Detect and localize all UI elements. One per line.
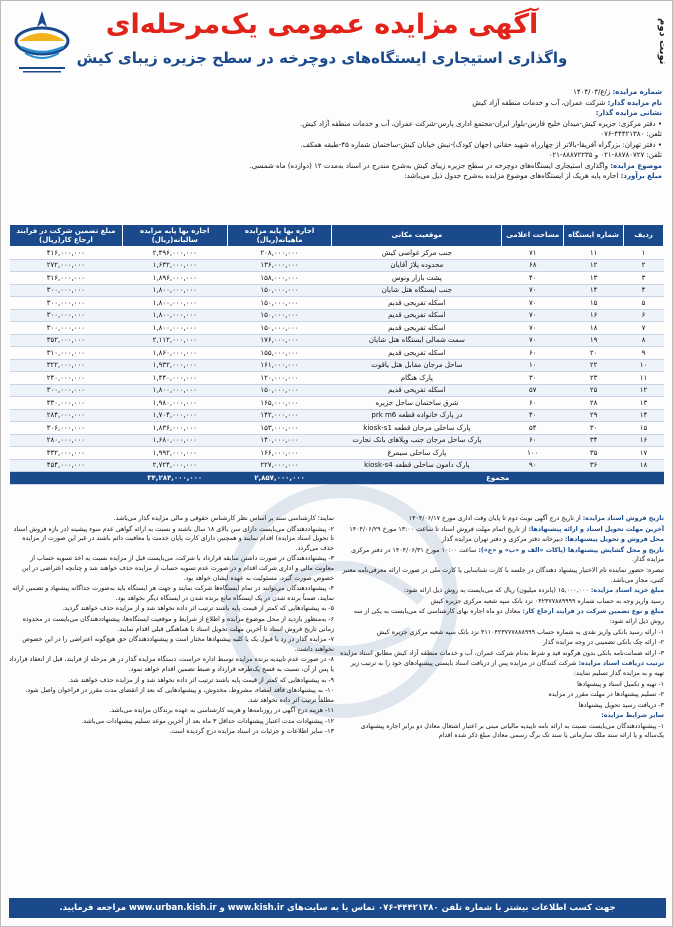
table-cell: ۶ (624, 309, 664, 322)
info-label: مبلغ برآورد: (620, 172, 662, 180)
table-cell: ۱۵ (564, 297, 624, 310)
table-cell: ۳۰۶,۰۰۰,۰۰۰ (10, 422, 123, 435)
table-cell: ۹ (624, 347, 664, 360)
table-cell: ۱۸ (624, 459, 664, 472)
table-cell: ۱۰۰ (502, 447, 564, 460)
table-cell: ۱۴۲,۰۰۰,۰۰۰ (227, 409, 332, 422)
page-title: آگهی مزایده عمومی یک‌مرحله‌ای (105, 9, 539, 40)
table-cell: ۱۴ (564, 284, 624, 297)
paragraph-text: ۸- در صورت عدم تاییدیه برنده مزایده توسط اداره حراست، دستگاه مزایده گذار در هر مرحله از فرایند، قبل از انعقاد قرارداد یا پس از آن، نسبت به فسخ یک‌طرفه قرارداد و ضبط تضمین اقدام خواهد نمود. (8, 656, 334, 673)
table-cell: ۱۰ (624, 359, 664, 372)
table-cell: پشت بازار ونوس (332, 272, 502, 285)
table-row (10, 309, 664, 322)
table-cell: ۶۸ (502, 259, 564, 272)
table-cell: ۱۳۶,۰۰۰,۰۰۰ (227, 259, 332, 272)
table-cell: ۲۷۲,۰۰۰,۰۰۰ (10, 259, 123, 272)
table-cell: ۲۰ (564, 347, 624, 360)
table-cell: پارک دامون ساحلی قطعه kiosk-s4 (332, 459, 502, 472)
table-cell: ۱۶۵,۰۰۰,۰۰۰ (227, 397, 332, 410)
table-cell: ۳۰۰,۰۰۰,۰۰۰ (10, 384, 123, 397)
conditions-right-column (339, 514, 664, 742)
table-row (10, 359, 664, 372)
table-cell: ۱,۸۰۰,۰۰۰,۰۰۰ (122, 384, 227, 397)
table-cell: ۳۱۰,۰۰۰,۰۰۰ (10, 347, 123, 360)
table-header-cell: مساحت اعلامی (502, 225, 564, 247)
table-cell: ۳۰۰,۰۰۰,۰۰۰ (10, 309, 123, 322)
table-cell: سمت شمالی ایستگاه هتل شایان (332, 334, 502, 347)
table-cell: ۱,۹۸۰,۰۰۰,۰۰۰ (122, 397, 227, 410)
table-cell: ۴۵۴,۰۰۰,۰۰۰ (10, 459, 123, 472)
table-cell: ۱,۴۴۰,۰۰۰,۰۰۰ (122, 372, 227, 385)
info-label: نشانی مزایده گذار: (595, 109, 662, 117)
paragraph (339, 586, 664, 596)
table-row (10, 322, 664, 335)
paragraph-text: ۲- ارائه چک بانکی تضمینی در وجه مزایده گذار (542, 639, 664, 647)
table-row (10, 284, 664, 297)
table-cell: ۱۳ (624, 397, 664, 410)
table-cell: ۲۰۸,۰۰۰,۰۰۰ (227, 247, 332, 260)
paragraph-label: آخرین مهلت تحویل اسناد و ارائه پیشنهادها: (528, 525, 664, 533)
paragraph-text: رسید واریز وجه به حساب شماره ۰۴۲۳۷۷۸۸۹۹۹۹ نزد بانک سپه شعبه مرکزی جزیره کیش (430, 597, 664, 605)
table-cell: ۷۰ (502, 297, 564, 310)
paragraph (339, 525, 664, 535)
total-label: مجموع (332, 472, 664, 485)
paragraph-text: ۲- پیشنهاددهندگان می‌بایست دارای سن بالای ۱۸ سال باشند و نسبت به ارائه گواهی عدم سوء پیشینه (در بازه فروش اسناد تا تحویل اسناد مزایده) اقدام نمایند و همچنین دارای کارت پایان خدمت یا معافیت دائم باشند در غیر این صورت از مزایده حذف می‌گردد. (13, 525, 334, 552)
table-cell: ۵ (624, 297, 664, 310)
table-cell: ۳۵ (564, 447, 624, 460)
table-header-row (10, 225, 664, 247)
table-cell: ۱,۷۰۴,۰۰۰,۰۰۰ (122, 409, 227, 422)
table-cell: ۶۰ (502, 397, 564, 410)
table-cell: ۲۹ (564, 409, 624, 422)
table-cell: پارک ساحلی مرجان قطعه kiosk-s1 (332, 422, 502, 435)
tehran-office-address: • دفتر تهران: بزرگراه آفریقا-بالاتر از چهارراه شهید حقانی (جهان کودک)-نبش خیابان کیش-ساختمان شماره ۴۵-طبقه همکف. (300, 140, 662, 149)
paragraph-text: دبیرخانه دفتر مرکزی و دفتر تهران مزایده گذار (441, 536, 563, 544)
paragraph-label: ترتیب دریافت اسناد مزایده: (578, 660, 664, 668)
paragraph-label: سایر شرایط مزایده: (601, 712, 664, 720)
contact-footer: جهت کسب اطلاعات بیشتر با شماره تلفن ۴۴۴۲۱۳۸۰-۰۷۶ تماس یا به سایت‌های www.kish.ir و www.urban.kish.ir مراجعه فرمایید. (9, 898, 666, 918)
table-row (10, 422, 664, 435)
table-cell: اسکله تفریحی قدیم (332, 297, 502, 310)
table-cell: ۳۰۰,۰۰۰,۰۰۰ (10, 322, 123, 335)
info-label: موضوع مزایده: (610, 161, 662, 170)
address-heading (82, 108, 662, 119)
insertion-badge: نوبت دوم (657, 17, 668, 65)
table-cell: ۲۲ (564, 359, 624, 372)
table-cell: ۲۳ (564, 372, 624, 385)
table-row (10, 397, 664, 410)
table-row (10, 459, 664, 472)
table-cell: ۷۰ (502, 309, 564, 322)
table-cell: ۲,۴۹۶,۰۰۰,۰۰۰ (122, 247, 227, 260)
table-row (10, 297, 664, 310)
table-cell: ۳۶ (564, 459, 624, 472)
table-header-cell: ردیف (624, 225, 664, 247)
table-cell: اسکله تفریحی قدیم (332, 347, 502, 360)
table-cell: ۳۰۰,۰۰۰,۰۰۰ (10, 297, 123, 310)
paragraph-label: مبلغ و نوع تضمین شرکت در فرایند ارجاع کار: (522, 608, 664, 616)
table-cell: ۱,۸۹۶,۰۰۰,۰۰۰ (122, 272, 227, 285)
table-header-cell: موقعیت مکانی (332, 225, 502, 247)
head-office-phone: تلفن: ۴۴۴۲۱۳۸۰-۰۷۶ (600, 130, 662, 138)
table-cell: ۷۱ (502, 247, 564, 260)
table-cell: ۱۵۰,۰۰۰,۰۰۰ (227, 384, 332, 397)
table-cell: ۱۷۶,۰۰۰,۰۰۰ (227, 334, 332, 347)
tehran-office-phone: تلفن: ۸۸۷۸۰۷۲۷-۰۲۱ و ۸۸۸۷۲۲۳۵-۰۲۱ (548, 151, 662, 159)
table-cell: ۳۱۶,۰۰۰,۰۰۰ (10, 272, 123, 285)
table-cell: ۱۰ (502, 359, 564, 372)
stations-table (9, 224, 664, 485)
table-cell: ۳۳۰,۰۰۰,۰۰۰ (10, 397, 123, 410)
table-cell: ۱۵۸,۰۰۰,۰۰۰ (227, 272, 332, 285)
table-cell: ۱۶ (624, 434, 664, 447)
table-cell: پارک ساحل مرجان جنب ویلاهای بانک تجارت (332, 434, 502, 447)
subject-line (82, 161, 662, 172)
table-header-cell: مبلغ تضمین شرکت در فرایند ارجاع کار(ریال) (10, 225, 123, 247)
table-cell: ۷۰ (502, 334, 564, 347)
table-cell: ۲۸۴,۰۰۰,۰۰۰ (10, 409, 123, 422)
total-value: ۲,۸۵۷,۰۰۰,۰۰۰ (227, 472, 332, 485)
table-header-cell: اجاره بها پایه مزایده سالیانه(ریال) (122, 225, 227, 247)
paragraph-label: تاریخ فروش اسناد مزایده: (582, 515, 664, 522)
table-cell: ۲۵ (564, 384, 624, 397)
paragraph-text: ۳- دریافت رسید تحویل پیشنهادها (578, 701, 664, 709)
table-cell: ۲,۷۲۴,۰۰۰,۰۰۰ (122, 459, 227, 472)
table-cell: ۸ (624, 334, 664, 347)
table-cell: ۱۲ (564, 259, 624, 272)
table-row (10, 384, 664, 397)
paragraph-text: ۱۱- هزینه درج آگهی در روزنامه‌ها و هزینه کارشناسی به عهده برندگان مزایده می‌باشد. (109, 707, 334, 715)
paragraph-text: ۵- به پیشنهادهایی که کمتر از قیمت پایه باشند ترتیب اثر داده نخواهد شد و از مزایده حذف خواهند گردید. (62, 605, 334, 613)
paragraph-text: ۱۲- پیشنهادات مدت اعتبار پیشنهادات حداقل ۳ ماه بعد از آخرین موعد تسلیم پیشنهادات می‌باشد. (81, 717, 334, 725)
table-row (10, 447, 664, 460)
table-cell: اسکله تفریحی قدیم (332, 309, 502, 322)
paragraph-text: ۴- پیشنهاددهندگان می‌توانند در تمام ایستگاه‌ها شرکت نمایند و جهت هر ایستگاه باید به‌صورت جداگانه پیشنهاد و تضمین ارائه نمایند، ضمناً برنده شدن در یک ایستگاه مانع برنده شدن در ایستگاه دیگر نخواهد بود. (12, 585, 334, 602)
paragraph-text: ۱- پیشنهاددهندگان می‌بایست نسبت به ارائه نامه تاییدیه مالیاتی مبنی بر اعتبار اشتغال معادل دو برابر اجاره پیشنهادی یک‌ساله و یا ارائه سند ملک سازمانی یا سند تک برگ رسمی معادل مبلغ ذکر شده اقدام (360, 722, 664, 740)
paragraph-text: ۱۳- سایر اطلاعات و جزئیات در اسناد مزایده درج گردیده است. (169, 728, 334, 736)
table-cell: ۱۱ (624, 372, 664, 385)
head-office-address: • دفتر مرکزی: جزیره کیش-میدان خلیج فارس-بلوار ایران-مجتمع اداری پارس-شرکت عمران، آب و خدمات منطقه آزاد کیش. (300, 119, 662, 128)
paragraph-text: ۹- به پیشنهادهایی که کمتر از قیمت پایه باشند ترتیب اثر داده نخواهد شد و از مزایده حذف خواهند شد. (68, 676, 334, 684)
table-cell: پارک هنگام (332, 372, 502, 385)
table-cell: ۲۸ (564, 397, 624, 410)
table-cell: ۳ (624, 272, 664, 285)
table-cell: ۱۹ (564, 334, 624, 347)
table-row (10, 409, 664, 422)
table-cell: ۱۱ (564, 247, 624, 260)
table-cell: ۱۵۰,۰۰۰,۰۰۰ (227, 309, 332, 322)
table-row (10, 434, 664, 447)
table-cell: ۶۰ (502, 434, 564, 447)
paragraph-label: تاریخ و محل گشایش پیشنهادها (پاکات «الف و «ب» و «ج»): (478, 546, 664, 554)
paragraph (339, 535, 664, 545)
paragraph-text: ۱۵,۰۰۰,۰۰۰ (پانزده میلیون) ریال که می‌بایست به روش ذیل ارائه شود: (403, 587, 589, 595)
total-value: ۳۴,۲۸۴,۰۰۰,۰۰۰ (122, 472, 227, 485)
paragraph (339, 514, 664, 524)
paragraph-text: ۶- به‌منظور بازدید از محل موضوع مزایده و اطلاع از شرایط و موقعیت ایستگاه‌ها، پیشنهاددهندگان می‌بایست در محدوده زمانی تاریخ فروش اسناد تا آخرین مهلت تحویل اسناد با هماهنگی قبلی اقدام نمایند. (22, 615, 334, 633)
paragraph (339, 607, 664, 626)
table-header-cell: اجاره بها پایه مزایده ماهیانه(ریال) (227, 225, 332, 247)
table-cell: در پارک خانواده قطعه prk m6 (332, 409, 502, 422)
table-cell: ۳۰ (502, 372, 564, 385)
table-cell: ۲۸۰,۰۰۰,۰۰۰ (10, 434, 123, 447)
table-cell: جنب ایستگاه هتل شایان (332, 284, 502, 297)
table-cell: ۱,۶۳۲,۰۰۰,۰۰۰ (122, 259, 227, 272)
table-row (10, 247, 664, 260)
table-cell: ۵۴ (502, 422, 564, 435)
table-cell: ۱۳ (564, 272, 624, 285)
paragraph-text: ۱- ارائه رسید بانکی واریز نقدی به شماره حساب ۴۱۱۰۴۲۳۷۷۷۸۸۸۹۹۹ نزد بانک سپه شعبه مرکزی جزیره کیش (376, 628, 664, 636)
table-row (10, 272, 664, 285)
table-cell: ۱۵ (624, 422, 664, 435)
table-cell: ۶۰ (502, 347, 564, 360)
estimate-line (82, 171, 662, 182)
table-cell: ۱,۹۳۲,۰۰۰,۰۰۰ (122, 359, 227, 372)
table-cell: ۵۷ (502, 384, 564, 397)
table-cell: ۱,۶۸۰,۰۰۰,۰۰۰ (122, 434, 227, 447)
paragraph-text: ۱- تهیه و تکمیل اسناد و پیشنهادها (577, 680, 664, 688)
table-cell: ۷۰ (502, 284, 564, 297)
paragraph-text: از تاریخ درج آگهی نوبت دوم تا پایان وقت اداری مورخ ۱۴۰۴/۰۶/۱۷ (408, 515, 581, 522)
info-value: شرکت عمران، آب و خدمات منطقه آزاد کیش (472, 98, 606, 107)
table-cell: ۲ (624, 259, 664, 272)
conditions-left-column (9, 514, 334, 738)
table-cell: ۱۲ (624, 384, 664, 397)
table-cell: ۹۰ (502, 459, 564, 472)
paragraph-label: محل فروش و تحویل پیشنهادها: (564, 536, 664, 544)
paragraph-text: معادل دو ماه اجاره بهای کارشناسی که می‌بایست به یکی از سه روش ذیل ارائه شود: (353, 608, 664, 625)
table-cell: جنب مرکز غواصی کیش (332, 247, 502, 260)
paragraph-text: شرکت کنندگان در مزایده پس از دریافت اسناد بایستی پیشنهادهای خود را به ترتیب زیر تهیه و به مزایده گذار تسلیم نمایند: (350, 660, 664, 677)
info-value: ز/ع/۱۴۰۴/۰۳ (573, 88, 611, 96)
paragraph-text: ۳- ارائه ضمانت‌نامه بانکی بدون هرگونه قید و شرط به‌نام شرکت عمران، آب و خدمات منطقه آزاد کیش مطابق اسناد مزایده (340, 649, 664, 657)
table-cell: ۷ (624, 322, 664, 335)
table-cell: ۳۰ (564, 422, 624, 435)
table-cell: ۷۰ (502, 322, 564, 335)
table-cell: ۱۷ (624, 447, 664, 460)
table-cell: ۱,۹۹۲,۰۰۰,۰۰۰ (122, 447, 227, 460)
auction-info (82, 87, 662, 182)
paragraph-text: ۳- پیشنهاددهندگان در صورت داشتن سابقه قرارداد با شرکت، می‌بایست قبل از مزایده نسبت به اخذ تسویه حساب از معاونت مالی و اداری شرکت اقدام و در صورت عدم تسویه حساب از مزایده حذف خواهند شد و چنانچه اعتراضی در این خصوص صورت گیرد، مسئولیت به عهده ایشان خواهد بود. (21, 555, 334, 582)
paragraph-text: ۲- تسلیم پیشنهادها در مهلت مقرر در مزایده (548, 691, 664, 699)
table-cell: ۱۶۱,۰۰۰,۰۰۰ (227, 359, 332, 372)
paragraph-text: ۱۰- به پیشنهادهای فاقد امضاء، مشروط، مخدوش، و پیشنهادهایی که بعد از انقضای مدت مقرر در فراخوان واصل شود، مطلقاً ترتیب اثر داده نخواهد شد. (25, 687, 334, 704)
table-row (10, 334, 664, 347)
table-cell: ۲۲۷,۰۰۰,۰۰۰ (227, 459, 332, 472)
table-cell: ۱,۸۶۰,۰۰۰,۰۰۰ (122, 347, 227, 360)
table-row (10, 347, 664, 360)
table-cell: ۱۵۰,۰۰۰,۰۰۰ (227, 284, 332, 297)
table-cell: پارک ساحلی سیمرغ (332, 447, 502, 460)
table-cell: ۳۰۰,۰۰۰,۰۰۰ (10, 284, 123, 297)
table-cell: ۴۰ (502, 409, 564, 422)
info-label: نام مزایده گذار: (607, 98, 662, 107)
table-cell: ۱۶۶,۰۰۰,۰۰۰ (227, 447, 332, 460)
paragraph-text: ۷- مزایده گذار در رد یا قبول یک یا کلیه پیشنهادها مختار است و پیشنهاددهندگان حق هیچ‌گونه اعتراضی را در این خصوص نخواهند داشت. (22, 636, 334, 653)
table-cell: ۴۱۶,۰۰۰,۰۰۰ (10, 247, 123, 260)
auction-number-line (82, 87, 662, 98)
table-cell: ۱۸ (564, 322, 624, 335)
paragraph (339, 659, 664, 678)
table-cell: ۴۰ (502, 272, 564, 285)
table-cell: ۳۳۲,۰۰۰,۰۰۰ (10, 447, 123, 460)
table-cell: اسکله تفریحی قدیم (332, 384, 502, 397)
table-cell: ۱,۸۳۶,۰۰۰,۰۰۰ (122, 422, 227, 435)
table-cell: ۱۵۵,۰۰۰,۰۰۰ (227, 347, 332, 360)
paragraph-text: تبصره: حضور نماینده تام الاختیار پیشنهاد دهندگان در جلسه با کارت شناسایی یا کارت ملی در صورت ارائه معرفی‌نامه معتبر کتبی، مجاز می‌باشد. (342, 566, 664, 584)
table-cell: محدوده پلاژ آقایان (332, 259, 502, 272)
page-subtitle: واگذاری استیجاری ایستگاه‌های دوچرخه در سطح جزیره زیبای کیش (76, 49, 568, 67)
table-cell: ساحل مرجان مقابل هتل یاقوت (332, 359, 502, 372)
table-cell: شرق ساختمان ساحل جزیره (332, 397, 502, 410)
table-cell: ۱۶ (564, 309, 624, 322)
paragraph-text: ساعت ۱۰:۰۰ مورخ ۱۴۰۴/۰۶/۳۱ در دفتر مرکزی مزایده گذار. (351, 546, 664, 564)
table-cell: ۲۴۰,۰۰۰,۰۰۰ (10, 372, 123, 385)
table-cell: ۱,۸۰۰,۰۰۰,۰۰۰ (122, 297, 227, 310)
table-cell: ۱۴۰,۰۰۰,۰۰۰ (227, 434, 332, 447)
paragraph-text: نمایند؛ کارشناسی سند بر اساس نظر کارشناس حقوقی و مالی مزایده گذار می‌باشد. (113, 515, 334, 522)
table-cell: ۱ (624, 247, 664, 260)
total-value (10, 472, 123, 485)
info-label: شماره مزایده: (612, 88, 662, 96)
table-cell: ۳۴ (564, 434, 624, 447)
table-header-cell: شماره ایستگاه (564, 225, 624, 247)
table-cell: اسکله تفریحی قدیم (332, 322, 502, 335)
table-cell: ۱۲۰,۰۰۰,۰۰۰ (227, 372, 332, 385)
paragraph (339, 711, 664, 721)
table-row (10, 259, 664, 272)
table-row (10, 372, 664, 385)
table-cell: ۱۵۰,۰۰۰,۰۰۰ (227, 297, 332, 310)
paragraph-text: از تاریخ اتمام مهلت فروش اسناد تا ساعت ۱۳:۰۰ مورخ ۱۴۰۴/۰۶/۲۹ (349, 525, 527, 533)
table-cell: ۱,۸۰۰,۰۰۰,۰۰۰ (122, 322, 227, 335)
info-value: واگذاری استیجاری ایستگاه‌های دوچرخه در سطح جزیره زیبای کیش به‌شرح مندرج در اسناد به‌مدت ۱۲ (دوازده) ماه شمسی. (249, 161, 608, 170)
auctioneer-line (82, 98, 662, 109)
table-cell: ۱,۸۰۰,۰۰۰,۰۰۰ (122, 309, 227, 322)
table-cell: ۳۲۲,۰۰۰,۰۰۰ (10, 359, 123, 372)
table-cell: ۱,۸۰۰,۰۰۰,۰۰۰ (122, 284, 227, 297)
table-cell: ۱۵۰,۰۰۰,۰۰۰ (227, 322, 332, 335)
paragraph (339, 546, 664, 565)
table-cell: ۴ (624, 284, 664, 297)
paragraph-label: مبلغ خرید اسناد مزایده: (590, 587, 664, 595)
table-cell: ۱۵۳,۰۰۰,۰۰۰ (227, 422, 332, 435)
info-value: اجاره پایه هریک از ایستگاه‌های موضوع مزایده به‌شرح جدول ذیل می‌باشد: (404, 172, 619, 180)
table-cell: ۳۵۲,۰۰۰,۰۰۰ (10, 334, 123, 347)
table-cell: ۱۴ (624, 409, 664, 422)
table-cell: ۲,۱۱۲,۰۰۰,۰۰۰ (122, 334, 227, 347)
